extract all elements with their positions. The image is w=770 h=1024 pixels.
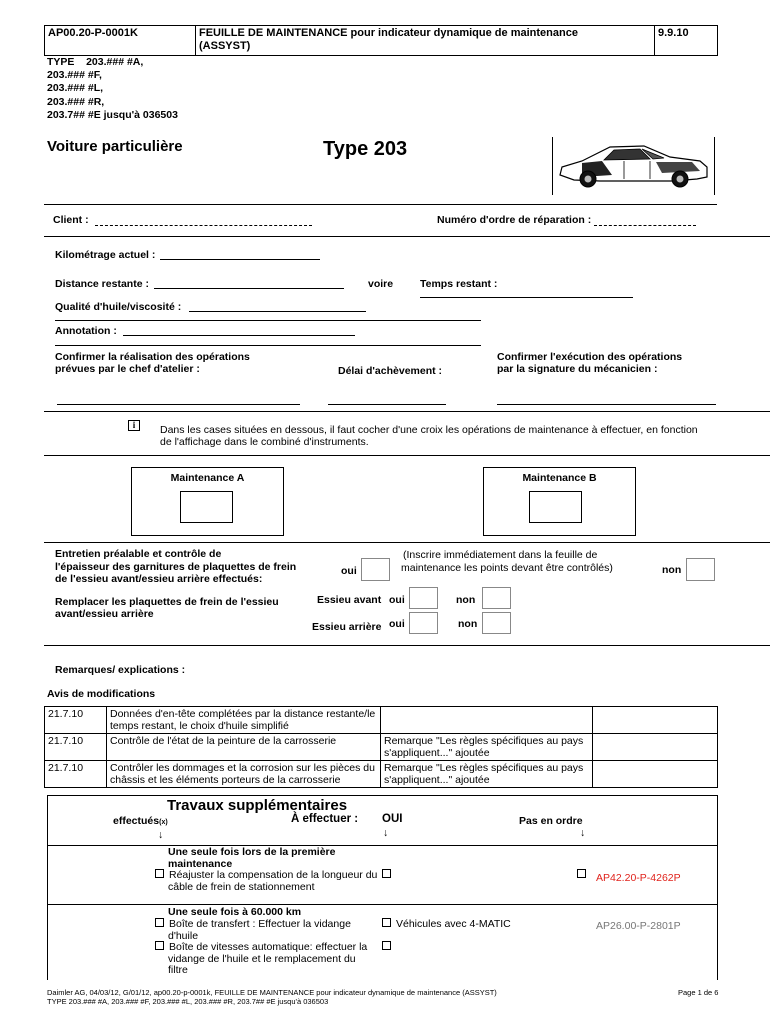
arrow-down-icon: ↓ (158, 829, 164, 841)
brake-check-note-line1: (Inscrire immédiatement dans la feuille de (403, 549, 598, 561)
section-heading-line: Une seule fois lors de la première (168, 846, 336, 858)
task-yes-checkbox[interactable] (382, 941, 396, 953)
type-line: 203.### #F, (47, 69, 102, 82)
type-line: 203.### #L, (47, 82, 104, 95)
brake-check-note (401, 549, 613, 574)
maintenance-a-checkbox[interactable] (180, 491, 233, 523)
task-item[interactable] (155, 869, 377, 893)
footer-text (47, 988, 497, 1006)
col-done-sup: (x) (159, 819, 168, 826)
task-checkbox[interactable] (155, 869, 164, 878)
brake-check-line2: l'épaisseur des garnitures de plaquettes de frein (55, 560, 297, 573)
distance-label: Distance restante : (55, 278, 149, 290)
mod-description (107, 707, 381, 734)
divider (44, 236, 770, 237)
mod-extra (593, 734, 718, 761)
oil-field-line2[interactable] (55, 320, 481, 321)
maintenance-a-label: Maintenance A (170, 472, 245, 484)
type-line: TYPE 203.### #A, (47, 56, 144, 68)
front-axle-no-label: non (456, 594, 476, 606)
table-row (45, 707, 718, 734)
rear-axle-no-label: non (458, 618, 478, 630)
section-heading (168, 846, 335, 870)
mod-desc-line: temps restant, le choix d'huile simplifié (110, 720, 289, 732)
brake-check-no-label: non (662, 564, 682, 576)
col-yes-label: OUI (382, 813, 403, 825)
client-label: Client : (53, 214, 89, 226)
confirm-mechanic-line1: Confirmer l'exécution des opérations (497, 351, 683, 363)
section-heading-line: maintenance (168, 858, 233, 870)
mod-date (45, 734, 107, 761)
col-not-ok-label: Pas en ordre (519, 815, 583, 827)
task-not-ok-checkbox[interactable] (577, 869, 591, 881)
confirm-chief-label (55, 351, 250, 375)
mod-extra (593, 761, 718, 788)
chief-signature-field[interactable] (57, 404, 300, 405)
task-item[interactable] (155, 941, 367, 977)
rear-axle-no-checkbox[interactable] (482, 612, 511, 634)
annotation-label: Annotation : (55, 325, 117, 337)
brake-check-line3: de l'essieu avant/essieu arrière effectués: (55, 573, 263, 585)
front-axle-yes-label: oui (389, 594, 405, 606)
doc-title-line2: (ASSYST) (199, 40, 251, 52)
confirm-chief-line2: prévues par le chef d'atelier : (55, 363, 200, 375)
rear-axle-label: Essieu arrière (312, 621, 382, 633)
task-checkbox[interactable] (155, 941, 164, 950)
time-field[interactable] (420, 297, 633, 298)
mod-desc-line: châssis et les éléments porteurs de la carrosserie (110, 774, 341, 786)
brake-check-yes-label: oui (341, 565, 357, 577)
divider (44, 411, 770, 412)
info-line2: de l'affichage dans le combiné d'instruments. (160, 436, 369, 448)
footer-line: TYPE 203.### #A, 203.### #F, 203.### #L, 203.### #R, 203.7## #E jusqu'à 036503 (47, 997, 329, 1006)
front-axle-label: Essieu avant (317, 594, 382, 606)
modifications-table (44, 706, 718, 788)
task-yes-checkbox[interactable] (382, 869, 396, 881)
brake-replace-line2: avant/essieu arrière (55, 608, 154, 620)
mod-note-line: s'appliquent..." ajoutée (384, 747, 490, 759)
task-label: câble de frein de stationnement (168, 880, 315, 893)
page-number: Page 1 de 6 (678, 988, 719, 997)
maintenance-b-label: Maintenance B (522, 472, 597, 484)
col-done-label (113, 815, 168, 827)
mod-note-line: s'appliquent..." ajoutée (384, 774, 490, 786)
divider (44, 645, 770, 646)
vehicle-category: Voiture particulière (47, 138, 183, 155)
mod-note (381, 707, 593, 734)
distance-field[interactable] (154, 288, 344, 289)
order-number-field[interactable] (594, 225, 696, 226)
modifications-title: Avis de modifications (47, 688, 156, 700)
confirm-mechanic-line2: par la signature du mécanicien : (497, 363, 658, 375)
task-label: Boîte de transfert : Effectuer la vidange (169, 918, 351, 930)
mod-note (381, 761, 593, 788)
mod-desc-line: Contrôle de l'état de la peinture de la carrosserie (110, 735, 337, 747)
doc-version-cell (654, 25, 718, 56)
task-item[interactable] (155, 918, 351, 942)
task-label: vidange de l'huile et le remplacement du (168, 952, 356, 965)
mod-date-text: 21.7.10 (48, 735, 84, 747)
car-sedan-icon (552, 137, 715, 195)
doc-title-line1: FEUILLE DE MAINTENANCE pour indicateur dynamique de maintenance (199, 27, 578, 39)
footer-line: Daimler AG, 04/03/12, G/01/12, ap00.20-p-0001k, FEUILLE DE MAINTENANCE pour indicateur dynamique de maintenance (ASSYST) (47, 988, 497, 997)
mileage-label: Kilométrage actuel : (55, 249, 156, 261)
divider (44, 204, 717, 205)
time-label: Temps restant : (420, 278, 498, 290)
mod-description (107, 734, 381, 761)
extra-work-title: Travaux supplémentaires (167, 797, 348, 814)
doc-title-cell (195, 25, 655, 56)
annotation-field-line2[interactable] (55, 345, 481, 346)
mod-note (381, 734, 593, 761)
task-yes-note: Véhicules avec 4-MATIC (396, 918, 511, 930)
reference-link[interactable]: AP42.20-P-4262P (596, 872, 681, 884)
or-label: voire (368, 278, 394, 290)
mileage-field[interactable] (160, 259, 320, 260)
divider (47, 904, 718, 905)
arrow-down-icon: ↓ (383, 827, 389, 839)
confirm-chief-line1: Confirmer la réalisation des opérations (55, 351, 250, 363)
divider (47, 845, 718, 846)
brake-check-question (55, 548, 296, 586)
type-line: 203.7## #E jusqu'à 036503 (47, 108, 178, 121)
col-todo-label: À effectuer : (291, 813, 359, 825)
info-icon: i (128, 420, 140, 431)
doc-id: AP00.20-P-0001K (48, 27, 138, 39)
divider (44, 455, 770, 456)
brake-replace-question (55, 596, 279, 620)
task-label: Réajuster la compensation de la longueur du (169, 869, 378, 881)
deadline-label: Délai d'achèvement : (338, 365, 443, 377)
mod-date-text: 21.7.10 (48, 708, 84, 720)
mechanic-signature-field[interactable] (497, 404, 716, 405)
section-heading: Une seule fois à 60.000 km (168, 906, 302, 918)
remarks-label: Remarques/ explications : (55, 664, 186, 676)
mod-date (45, 761, 107, 788)
task-label: d'huile (168, 929, 199, 942)
mod-date (45, 707, 107, 734)
doc-version: 9.9.10 (658, 27, 689, 39)
vehicle-type-title: Type 203 (323, 138, 408, 160)
mod-note-line: Remarque "Les règles spécifiques au pays (384, 735, 584, 747)
task-yes-checkbox[interactable] (382, 918, 391, 927)
brake-replace-line1: Remplacer les plaquettes de frein de l'essieu (55, 596, 279, 608)
task-yes-option[interactable] (382, 918, 511, 930)
order-number-label: Numéro d'ordre de réparation : (437, 214, 592, 226)
type-line: 203.### #R, (47, 95, 105, 108)
brake-check-line1: Entretien préalable et contrôle de (55, 548, 222, 560)
maintenance-b-checkbox[interactable] (529, 491, 582, 523)
reference-link[interactable]: AP26.00-P-2801P (596, 920, 681, 932)
col-done-text: effectués (113, 815, 160, 827)
front-axle-yes-checkbox[interactable] (409, 587, 438, 609)
task-checkbox[interactable] (155, 918, 164, 927)
oil-label: Qualité d'huile/viscosité : (55, 301, 182, 313)
type-list (47, 56, 178, 122)
annotation-field[interactable] (123, 335, 355, 336)
mod-note-line: Remarque "Les règles spécifiques au pays (384, 762, 584, 774)
mod-extra (593, 707, 718, 734)
arrow-down-icon: ↓ (580, 827, 586, 839)
brake-check-yes-checkbox[interactable] (361, 558, 390, 581)
client-field[interactable] (95, 225, 312, 226)
task-label: Boîte de vitesses automatique: effectuer la (169, 941, 368, 953)
task-label: filtre (168, 964, 188, 976)
oil-field[interactable] (189, 311, 366, 312)
mod-date-text: 21.7.10 (48, 762, 84, 774)
brake-check-note-line2: maintenance les points devant être contrôlés) (401, 561, 613, 574)
table-row (45, 761, 718, 788)
mod-desc-line: Contrôler les dommages et la corrosion sur les pièces du (110, 762, 375, 774)
doc-id-cell (44, 25, 196, 56)
brake-check-no-checkbox[interactable] (686, 558, 715, 581)
car-image-frame (552, 137, 715, 195)
front-axle-no-checkbox[interactable] (482, 587, 511, 609)
info-line1: Dans les cases situées en dessous, il faut cocher d'une croix les opérations de maintenance à effectuer, en fonction (160, 424, 698, 436)
table-row (45, 734, 718, 761)
divider (44, 542, 770, 543)
rear-axle-yes-checkbox[interactable] (409, 612, 438, 634)
deadline-field[interactable] (328, 404, 446, 405)
mod-desc-line: Données d'en-tête complétées par la distance restante/le (110, 708, 376, 720)
mod-description (107, 761, 381, 788)
info-text (160, 424, 698, 448)
rear-axle-yes-label: oui (389, 618, 405, 630)
confirm-mechanic-label (497, 351, 682, 375)
